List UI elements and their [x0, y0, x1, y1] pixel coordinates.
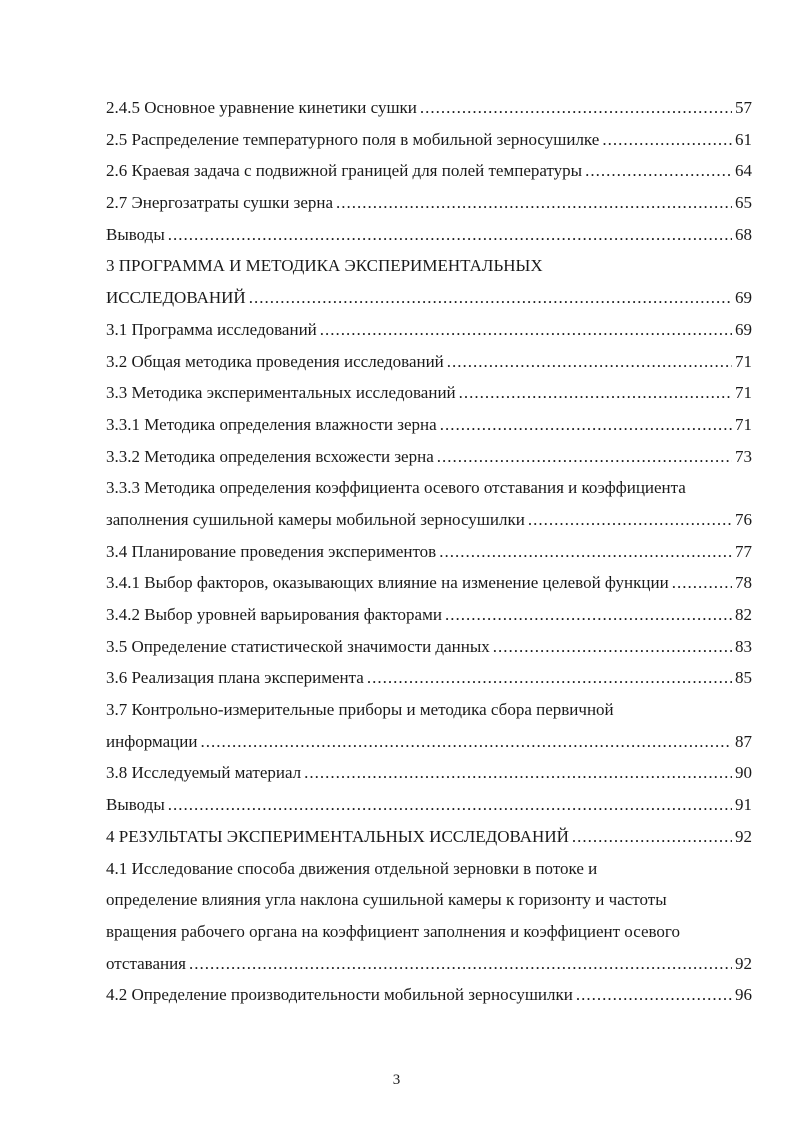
toc-entry-title: 3.4.1 Выбор факторов, оказывающих влияние на изменение целевой функции	[106, 573, 669, 593]
toc-entry	[106, 853, 752, 885]
toc-entry	[106, 979, 752, 1011]
toc-entry-title: заполнения сушильной камеры мобильной зерносушилки	[106, 509, 525, 529]
toc-entry-title: 2.6 Краевая задача с подвижной границей для полей температуры	[106, 161, 583, 181]
toc-entry-title: 3.8 Исследуемый материал	[106, 763, 302, 783]
toc-entry-page: 96	[735, 985, 752, 1005]
toc-leader-dots	[304, 757, 732, 789]
toc-leader-dots	[493, 631, 732, 663]
toc-entry-title: 2.5 Распределение температурного поля в мобильной зерносушилке	[106, 129, 600, 149]
toc-entry	[106, 567, 752, 599]
toc-entry-title: 2.4.5 Основное уравнение кинетики сушки	[106, 98, 417, 117]
toc-entry-title: 3.1 Программа исследований	[106, 319, 317, 339]
toc-leader-dots	[672, 567, 732, 599]
toc-entry-title: вращения рабочего органа на коэффициент заполнения и коэффициент осевого	[106, 921, 680, 941]
toc-entry	[106, 92, 752, 124]
toc-leader-dots	[440, 409, 732, 441]
toc-entry-page: 69	[735, 319, 752, 339]
toc-entry-page: 83	[735, 636, 752, 656]
table-of-contents	[106, 92, 752, 1011]
toc-entry-page: 87	[735, 731, 752, 751]
page-number: 3	[392, 1072, 401, 1088]
toc-entry-title: 3.3.3 Методика определения коэффициента осевого отставания и коэффициента	[106, 478, 686, 498]
toc-entry-page: 73	[735, 446, 752, 466]
toc-entry-title: 3.6 Реализация плана эксперимента	[106, 668, 364, 688]
toc-entry-title: 3.5 Определение статистической значимости данных	[106, 636, 490, 656]
toc-leader-dots	[528, 504, 732, 536]
toc-entry-page: 71	[735, 351, 752, 371]
toc-entry-title: информации	[106, 731, 198, 751]
toc-entry	[106, 789, 752, 821]
toc-entry	[106, 441, 752, 473]
toc-entry-title: 4 РЕЗУЛЬТАТЫ ЭКСПЕРИМЕНТАЛЬНЫХ ИССЛЕДОВАНИЙ	[106, 826, 569, 846]
toc-leader-dots	[572, 821, 732, 853]
toc-entry	[106, 821, 752, 853]
toc-entry-page: 61	[735, 129, 752, 149]
toc-entry-title: 2.7 Энергозатраты сушки зерна	[106, 193, 334, 213]
toc-entry-page: 92	[735, 953, 752, 973]
toc-entry	[106, 187, 752, 219]
toc-leader-dots	[459, 377, 732, 409]
toc-leader-dots	[602, 124, 732, 156]
toc-entry-title: 3 ПРОГРАММА И МЕТОДИКА ЭКСПЕРИМЕНТАЛЬНЫХ	[106, 256, 543, 276]
toc-entry	[106, 599, 752, 631]
toc-leader-dots	[189, 948, 732, 980]
toc-entry-page: 82	[735, 605, 752, 624]
toc-entry-title: Выводы	[106, 224, 165, 244]
toc-entry	[106, 346, 752, 378]
toc-leader-dots	[168, 789, 732, 821]
toc-entry-title: 3.4.2 Выбор уровней варьирования факторами	[106, 605, 442, 624]
toc-entry-page: 69	[735, 288, 752, 308]
toc-entry	[106, 694, 752, 726]
toc-entry-title: ИССЛЕДОВАНИЙ	[106, 288, 246, 308]
toc-entry-title: 3.4 Планирование проведения экспериментов	[106, 541, 437, 561]
toc-entry	[106, 631, 752, 663]
toc-entry-title: Выводы	[106, 795, 165, 815]
toc-entry-title: 3.3 Методика экспериментальных исследований	[106, 383, 456, 403]
toc-entry-title: 4.1 Исследование способа движения отдельной зерновки в потоке и	[106, 858, 598, 878]
toc-entry-page: 78	[735, 573, 752, 593]
toc-entry-title: 3.3.1 Методика определения влажности зерна	[106, 414, 437, 434]
toc-entry	[106, 472, 752, 504]
toc-entry-page: 57	[735, 98, 752, 117]
toc-entry-page: 76	[735, 509, 752, 529]
toc-leader-dots	[336, 187, 732, 219]
toc-entry-page: 91	[735, 795, 752, 815]
toc-entry-page: 65	[735, 193, 752, 213]
toc-leader-dots	[439, 536, 732, 568]
toc-entry	[106, 409, 752, 441]
toc-entry-page: 90	[735, 763, 752, 783]
toc-leader-dots	[200, 726, 732, 758]
toc-entry	[106, 250, 752, 282]
toc-entry	[106, 757, 752, 789]
toc-entry	[106, 219, 752, 251]
toc-entry-page: 77	[735, 541, 752, 561]
toc-entry	[106, 504, 752, 536]
toc-entry	[106, 536, 752, 568]
toc-entry	[106, 124, 752, 156]
toc-entry-page: 68	[735, 224, 752, 244]
toc-entry-page: 64	[735, 161, 752, 181]
toc-leader-dots	[447, 346, 732, 378]
toc-entry	[106, 377, 752, 409]
toc-entry	[106, 726, 752, 758]
toc-entry-page: 85	[735, 668, 752, 688]
toc-entry-title: 3.2 Общая методика проведения исследований	[106, 351, 444, 371]
toc-entry	[106, 155, 752, 187]
toc-entry	[106, 948, 752, 980]
toc-entry-page: 71	[735, 383, 752, 403]
toc-entry-page: 71	[735, 414, 752, 434]
toc-entry-title: отставания	[106, 953, 187, 973]
toc-leader-dots	[576, 979, 732, 1011]
toc-entry	[106, 282, 752, 314]
toc-entry-title: 4.2 Определение производительности мобильной зерносушилки	[106, 985, 573, 1005]
toc-entry	[106, 314, 752, 346]
toc-leader-dots	[320, 314, 732, 346]
toc-entry-page: 92	[735, 826, 752, 846]
toc-leader-dots	[367, 662, 732, 694]
toc-entry-title: определение влияния угла наклона сушильной камеры к горизонту и частоты	[106, 890, 667, 910]
toc-leader-dots	[168, 219, 732, 251]
toc-leader-dots	[249, 282, 732, 314]
toc-entry	[106, 662, 752, 694]
toc-entry	[106, 884, 752, 916]
toc-leader-dots	[445, 599, 732, 631]
toc-leader-dots	[437, 441, 732, 473]
toc-leader-dots	[420, 92, 732, 124]
toc-entry-title: 3.3.2 Методика определения всхожести зерна	[106, 446, 434, 466]
toc-entry	[106, 916, 752, 948]
toc-entry-title: 3.7 Контрольно-измерительные приборы и методика сбора первичной	[106, 700, 614, 720]
toc-leader-dots	[585, 155, 732, 187]
